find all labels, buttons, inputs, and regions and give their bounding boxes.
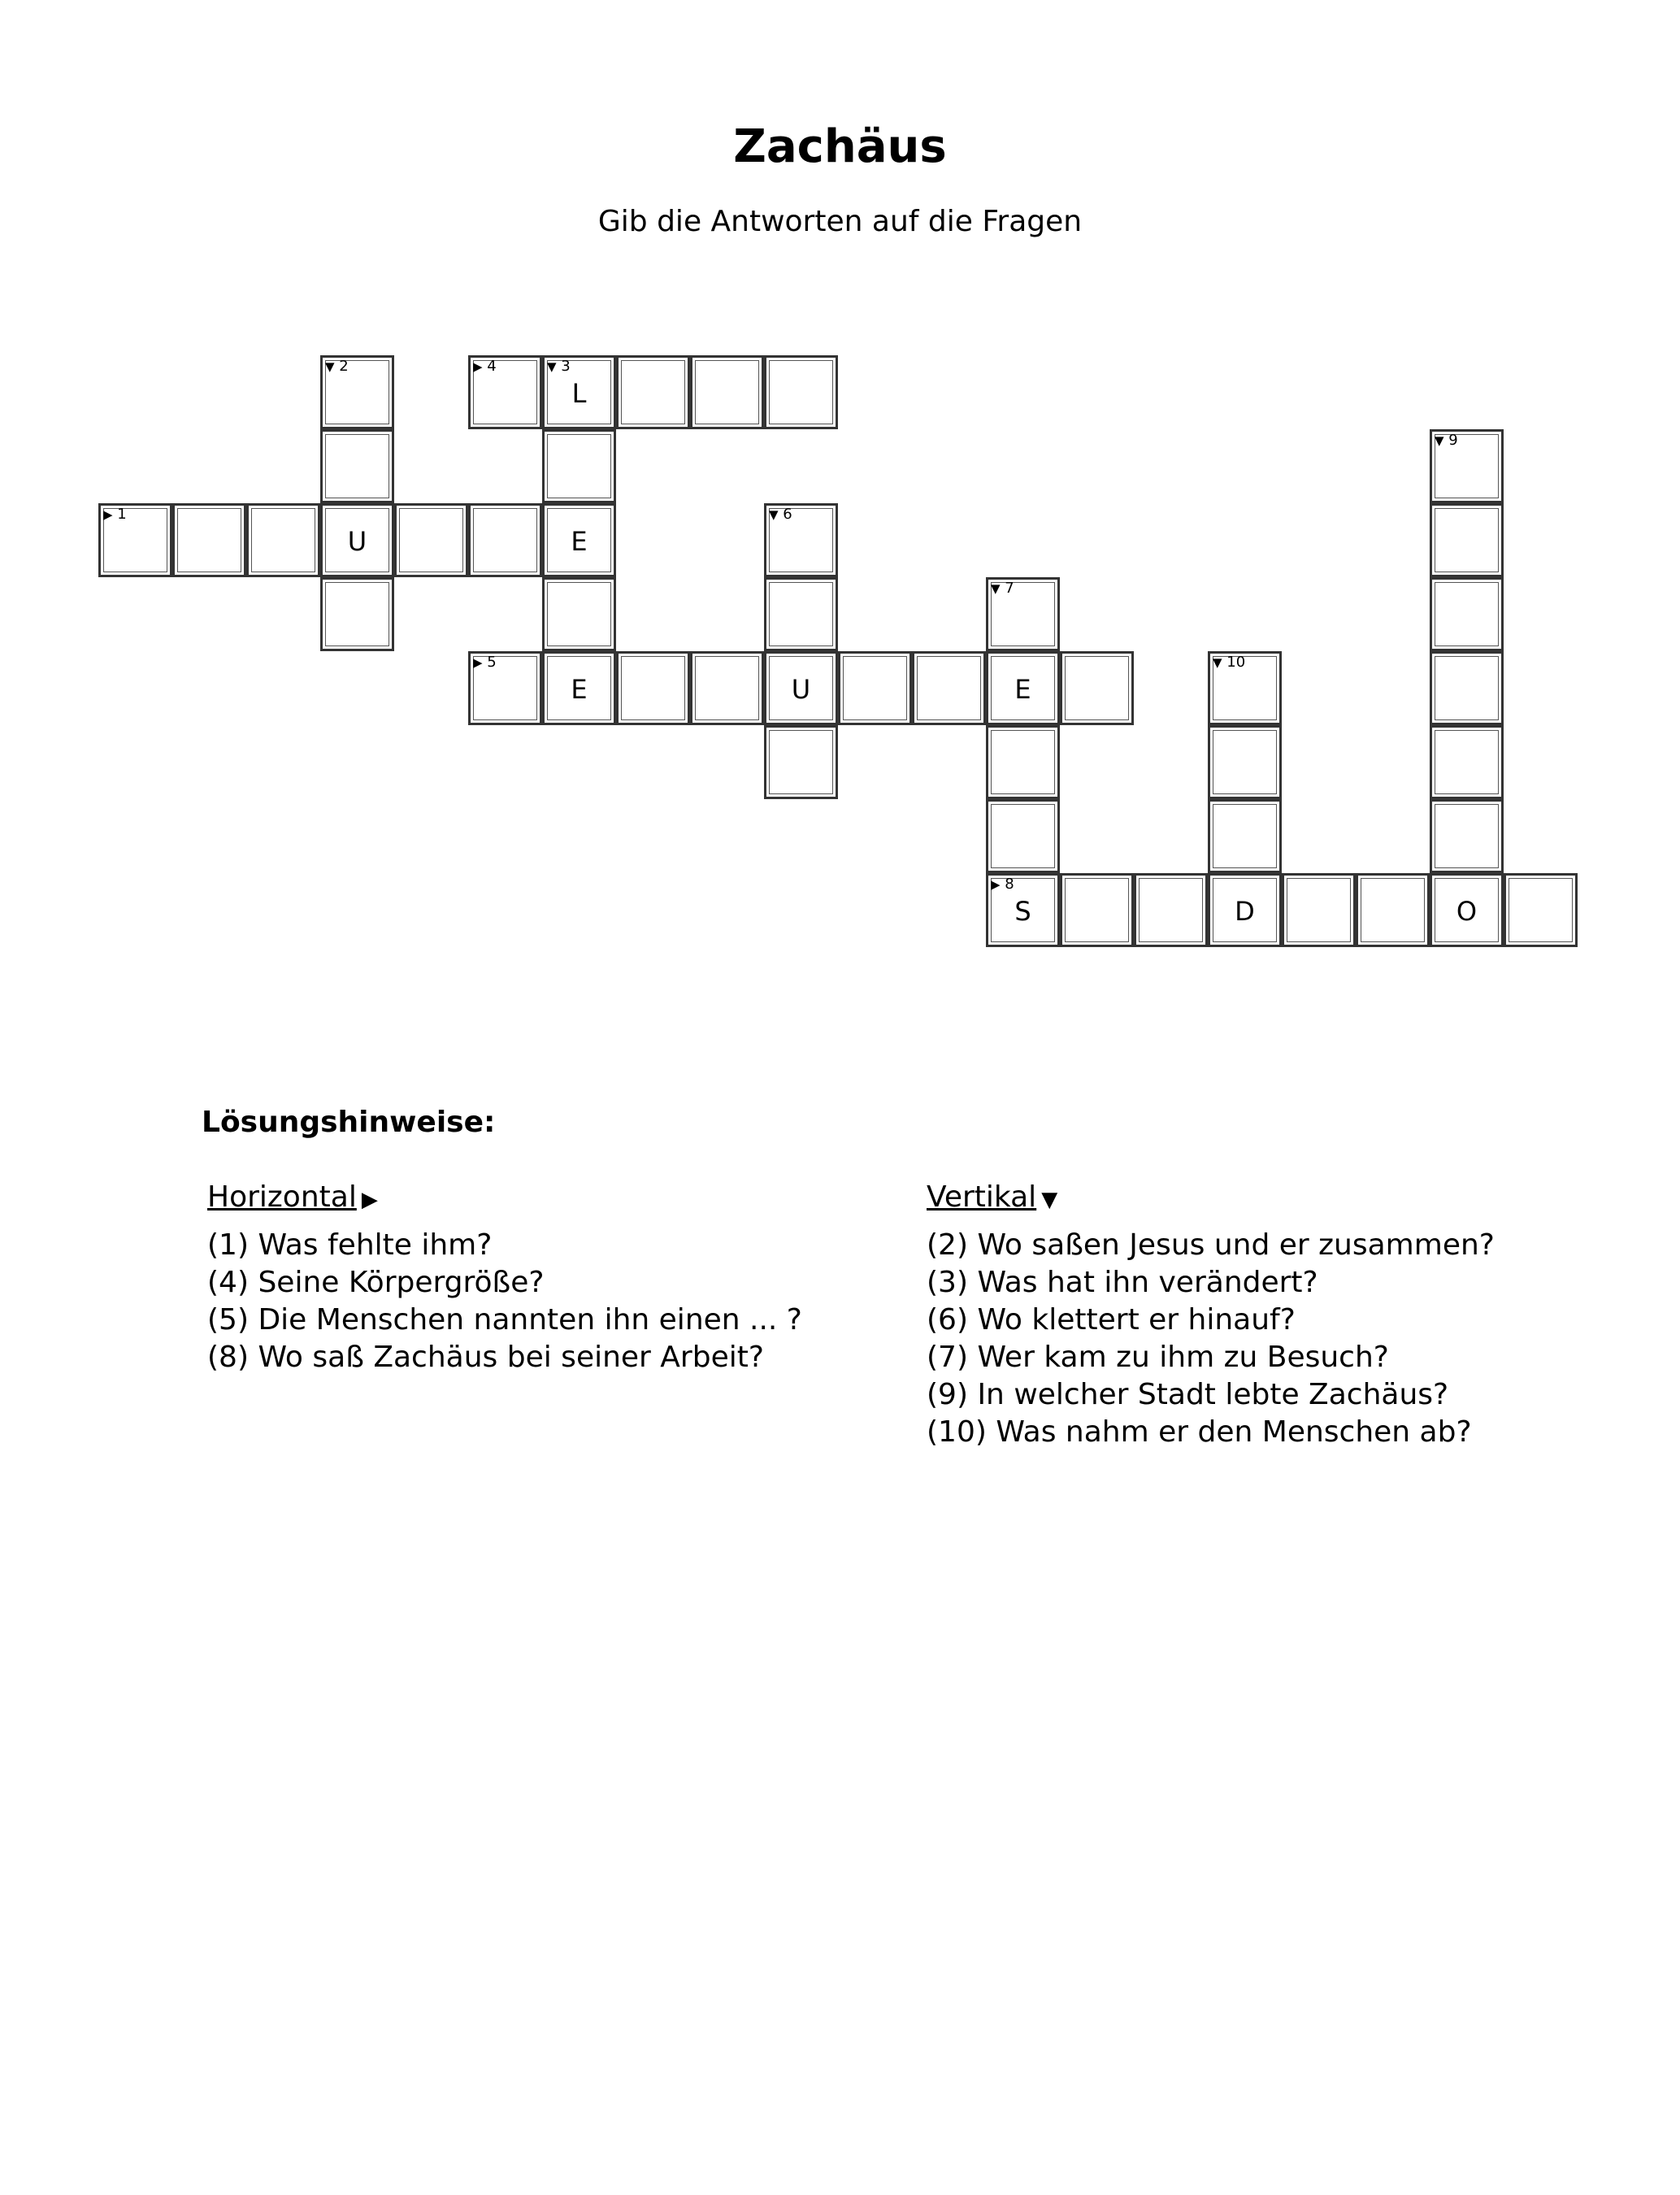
clue-number-label: 6	[783, 506, 792, 523]
given-letter: D	[1235, 896, 1255, 927]
crossword-cell[interactable]	[468, 355, 542, 429]
crossword-cell[interactable]	[1282, 873, 1356, 947]
crossword-cell[interactable]	[1208, 873, 1282, 947]
crossword-cell[interactable]	[690, 355, 764, 429]
page-subtitle: Gib die Antworten auf die Fragen	[597, 205, 1083, 238]
crossword-cell[interactable]	[986, 725, 1060, 799]
crossword-cell[interactable]	[1430, 429, 1504, 503]
clue-number-label: 9	[1448, 432, 1458, 449]
down-arrow-icon: ▼	[769, 507, 779, 522]
crossword-cell[interactable]	[1430, 503, 1504, 577]
crossword-cell[interactable]	[1430, 799, 1504, 873]
clue-number	[473, 359, 497, 375]
across-clue: (5) Die Menschen nannten ihn einen ... ?	[207, 1303, 802, 1337]
clue-number-label: 1	[117, 506, 127, 523]
down-clue: (7) Wer kam zu ihm zu Besuch?	[927, 1341, 1389, 1374]
down-clues	[927, 1179, 1495, 1451]
down-arrow-icon: ▼	[991, 581, 1001, 596]
clue-number-label: 10	[1226, 654, 1246, 671]
given-letter: L	[571, 378, 587, 409]
given-letter: E	[571, 674, 588, 705]
across-clue: (1) Was fehlte ihm?	[207, 1228, 493, 1262]
crossword-cell[interactable]	[986, 799, 1060, 873]
crossword-cell[interactable]	[394, 503, 468, 577]
clue-number-label: 2	[339, 358, 349, 375]
given-letter: U	[347, 526, 367, 557]
across-clue: (8) Wo saß Zachäus bei seiner Arbeit?	[207, 1341, 764, 1374]
crossword-cell[interactable]	[468, 651, 542, 725]
down-clue: (3) Was hat ihn verändert?	[927, 1266, 1318, 1299]
crossword-cell[interactable]	[1430, 651, 1504, 725]
crossword-cell[interactable]	[764, 577, 838, 651]
crossword-cell[interactable]	[764, 503, 838, 577]
crossword-cell[interactable]	[542, 429, 616, 503]
given-letter: U	[791, 674, 811, 705]
right-arrow-icon: ▶	[103, 507, 113, 522]
crossword-cell[interactable]	[320, 429, 394, 503]
clue-number-label: 7	[1005, 580, 1014, 597]
crossword-cell[interactable]	[542, 577, 616, 651]
crossword-cell[interactable]	[320, 577, 394, 651]
down-arrow-icon: ▼	[1435, 433, 1444, 448]
crossword-cell[interactable]	[1430, 577, 1504, 651]
crossword-cell[interactable]	[616, 355, 690, 429]
given-letter: S	[1014, 896, 1031, 927]
across-clues	[207, 1179, 802, 1376]
down-clue: (10) Was nahm er den Menschen ab?	[927, 1415, 1472, 1449]
crossword-cell[interactable]	[98, 503, 172, 577]
down-arrow-icon: ▼	[1213, 655, 1222, 670]
clue-number	[547, 359, 571, 375]
crossword-cell[interactable]	[1208, 799, 1282, 873]
clue-number	[325, 359, 349, 375]
down-arrow-icon: ▼	[547, 359, 557, 374]
crossword-cell[interactable]	[764, 651, 838, 725]
crossword-cell[interactable]	[764, 355, 838, 429]
down-clue: (9) In welcher Stadt lebte Zachäus?	[927, 1378, 1449, 1411]
crossword-cell[interactable]	[912, 651, 986, 725]
crossword-cell[interactable]	[690, 651, 764, 725]
across-heading-label: Horizontal	[207, 1180, 357, 1214]
clue-number-label: 3	[561, 358, 571, 375]
crossword-cell[interactable]	[542, 651, 616, 725]
crossword-cell[interactable]	[1356, 873, 1430, 947]
crossword-cell[interactable]	[542, 355, 616, 429]
crossword-cell[interactable]	[764, 725, 838, 799]
across-heading	[207, 1179, 802, 1219]
crossword-cell[interactable]	[172, 503, 246, 577]
crossword-cell[interactable]	[1430, 725, 1504, 799]
clue-number	[103, 506, 127, 523]
given-letter: E	[1014, 674, 1031, 705]
clue-number	[769, 506, 792, 523]
crossword-cell[interactable]	[986, 651, 1060, 725]
crossword-cell[interactable]	[468, 503, 542, 577]
right-arrow-icon: ▶	[473, 359, 483, 374]
clue-number	[1213, 654, 1245, 671]
clue-number	[991, 876, 1014, 893]
right-arrow-icon: ▶	[991, 877, 1001, 892]
crossword-cell[interactable]	[616, 651, 690, 725]
crossword-cell[interactable]	[542, 503, 616, 577]
down-arrow-icon: ▼	[1041, 1188, 1058, 1212]
crossword-cell[interactable]	[246, 503, 320, 577]
hints-title: Lösungshinweise:	[202, 1106, 496, 1139]
given-letter: E	[571, 526, 588, 557]
clue-number-label: 4	[487, 358, 497, 375]
down-heading	[927, 1179, 1495, 1219]
crossword-cell[interactable]	[1208, 651, 1282, 725]
crossword-cell[interactable]	[1060, 873, 1134, 947]
crossword-cell[interactable]	[1208, 725, 1282, 799]
given-letter: O	[1456, 896, 1478, 927]
crossword-cell[interactable]	[320, 355, 394, 429]
down-clue: (2) Wo saßen Jesus und er zusammen?	[927, 1228, 1495, 1262]
crossword-cell[interactable]	[1134, 873, 1208, 947]
clue-number-label: 5	[487, 654, 497, 671]
down-arrow-icon: ▼	[325, 359, 335, 374]
clue-number	[991, 580, 1014, 597]
clue-number	[1435, 432, 1458, 449]
crossword-grid	[0, 0, 1680, 1057]
crossword-cell[interactable]	[1060, 651, 1134, 725]
crossword-cell[interactable]	[986, 873, 1060, 947]
right-arrow-icon: ▶	[473, 655, 483, 670]
crossword-cell[interactable]	[838, 651, 912, 725]
page-title: Zachäus	[733, 120, 947, 173]
crossword-cell[interactable]	[320, 503, 394, 577]
crossword-cell[interactable]	[986, 577, 1060, 651]
clue-number-label: 8	[1005, 876, 1014, 893]
across-clue: (4) Seine Körpergröße?	[207, 1266, 545, 1299]
across-arrow-icon: ▶	[361, 1188, 378, 1212]
down-clue: (6) Wo klettert er hinauf?	[927, 1303, 1296, 1337]
down-heading-label: Vertikal	[927, 1180, 1037, 1214]
clue-number	[473, 654, 497, 671]
crossword-cell[interactable]	[1504, 873, 1578, 947]
crossword-cell[interactable]	[1430, 873, 1504, 947]
